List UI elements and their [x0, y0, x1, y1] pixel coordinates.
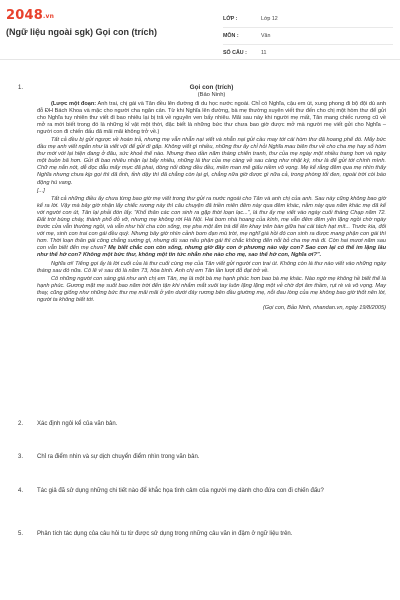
- site-logo[interactable]: [6, 8, 54, 23]
- meta-label: LỚP :: [223, 16, 238, 22]
- meta-value-class: Lớp 12: [261, 16, 278, 22]
- passage-paragraph: [37, 196, 386, 260]
- reading-passage: [37, 84, 386, 312]
- bold-question-text: Mẹ biết chắc con còn sống, nhưng giờ đây con ở phương nào vậy con? Sao con lại có thể im lặng lâu như thế hở con? Không một bức thư, không một tin tức nhắn nhe nào cho mẹ, sao thế hở con, Nghĩa ơi?”.: [37, 245, 387, 259]
- logo-tld: .vn: [42, 13, 55, 20]
- passage-source: (Gọi con, Bảo Ninh, nhandan.vn, ngày 19/8/2005): [262, 305, 386, 312]
- passage-title: Gọi con (trích): [189, 84, 234, 91]
- question-number: 4.: [18, 488, 24, 494]
- page-header: [0, 0, 400, 60]
- question-text: Tác giả đã sử dụng những chi tiết nào để khắc họa tình cảm của người mẹ dành cho đứa con đi chiến đấu?: [37, 488, 324, 494]
- question-text: Xác định ngôi kể của văn bản.: [37, 421, 118, 427]
- meta-panel: [223, 11, 393, 62]
- question-number: 5.: [18, 531, 24, 537]
- passage-paragraph: Nghĩa ơi! Tiếng gọi ấy là lời cuối của lá thư cuối cùng mẹ của Tân viết gửi người con trai út. Không còn lá thư nào viết vào những ngày tháng sau đó nữa. Cô lẽ vì sau đó là năm 73, hòa bình. Anh chị em Tân lần lượt đỗ đạt trở về.: [37, 260, 386, 274]
- passage-text: Tất cả những điều ấy chưa từng bao giờ mẹ viết trong thư gửi ra nước ngoài cho Tân và anh chị của anh. Sau này cũng không bao giờ kể ra lời. Vậy mà bây giờ nhận lấy chiếc rương này thì câu chuyện đã triền miên đêm này qua đêm khác, nằm này qua năm khác mẹ đã kể với người con út, Tân lại phải đón lấy. “Khổ thân các con sinh ra gặp thời loạn lạc...”, lá thư ấy mẹ viết vào ngày cuối tháng Chạp năm 72. Đất trời bùng cháy, thành phố đỏ vỡ, nhưng mẹ không rời Hà Nội. Hai bom nhà hoang của kính, mẹ vẫn đêm đêm yên lặng ngồi chờ ngày trước cửa vẫn thường ngồi, và vẫn như hồi cha còn sống, mẹ pha một ấm trà để lên khay trên bàn giữa hai cái tách hạt mít... Trước kia, đối với mẹ, sinh con trai con gái đều quý. Nhưng bây giờ nhìn cảnh bom đạn mù trời, mẹ nghĩ giá hồi đó con sinh ra được mang phận con gái thì hơn. Thời loạn thân gái công chẳng sướng gì, nhưng dù sao nếu phận gái thì chắc không đến nỗi bỏ cha mẹ mà đi. Còn hai mươi năm sau con vẫn biết đến mẹ chưa?: [37, 195, 386, 252]
- passage-paragraph: Cô những người con sáng giá như anh chị em Tân, mẹ là một bà mẹ hạnh phúc hơn bao bà mẹ khác. Nào ngờ mẹ không hề biết thế là hạnh phúc. Gương mặt mẹ suốt bao năm trời đến tận khi nhắm mắt xuôi tay luôn lặng lặng một vẻ chờ đợi âm thầm, rụt rè và vô vọng. May thay, cũng giống như những bức thư mẹ mãi mãi ở yên dưới đáy rương bên đầu giường mẹ, nỗi đau lòng của mẹ không bao giờ thốt nên lời, người ta không biết tới.: [37, 275, 386, 304]
- passage-summary: [37, 101, 386, 136]
- summary-label: (Lược một đoạn:: [51, 100, 97, 107]
- question-number: 3.: [18, 454, 24, 460]
- question-text: Phân tích tác dụng của câu hỏi tu từ được sử dụng trong những câu văn in đậm ở ngữ liệu trên.: [37, 531, 293, 537]
- meta-label: SỐ CÂU :: [223, 50, 247, 56]
- meta-value-question-count: 11: [261, 50, 267, 56]
- passage-paragraph: Tất cả đều bị gửi ngược về hoàn trả, nhưng mẹ vẫn nhẫn nại viết và nhẫn nại gửi cầu may tới cái hòm thư đã hoang phế đó. Mấy bức đầu mẹ anh viết ngắn như là viết vội để gửi đi gấp. Không viết gì nhiều, những thư ấy chỉ hỏi Nghĩa mau biên thư về cho cha mẹ hay số hòm thư mới với lại hiện đang ở đâu, sức khoẻ thế nào. Nhưng theo dần năm tháng chiến tranh, thư của mẹ ngày một nhiều trang hơn và ngày một buồn bã hơn. Gửi đi bao nhiêu nhận lại bấy nhiêu, những lá thư của mẹ càng về sau càng như nhật ký, như là để gửi tới chính mình. Chữ mẹ nắn nót, dễ đọc dẫu mấy mực đã phai, dòng nối dòng đều đều, miên man mê giấu niềm vô vọng. Mẹ kể rằng đêm qua mẹ nhìn thấy Nghĩa nhưng chưa kịp gọi thì đã tỉnh, tỉnh dậy thì đã chẳng còn lại gì, chẳng nữa giờ được gì nữa cả, trong phòng tối đen, ngoài trời còi báo động hú vang.: [37, 136, 386, 186]
- logo-text: 2048: [6, 8, 43, 23]
- meta-label: MÔN :: [223, 33, 239, 39]
- passage-ellipsis: [...]: [37, 187, 45, 194]
- page-title: (Ngữ liệu ngoài sgk) Gọi con (trích): [6, 27, 158, 37]
- summary-text: Anh trai, chị gái và Tân đều lên đường đi du học nước ngoài. Chỉ có Nghĩa, cậu em út, xung phong đi bộ đội dù anh đỗ ĐH Bách Khoa và mặc cho người cha ngăn cản. Từ khi Nghĩa lên đường, bà mẹ thường xuyên viết thư đến cho chị một hòm thư để gửi cho Nghĩa tuy nhiên thư viết đi bao nhiêu lại bị trả về nguyên ven bấy nhiêu. Mãi sau này khi người mẹ mất, Tân mang chiếc rương cũ về mở ra mới biết trong đó là những kỉ vật một thời, đặc biết là những bức thư chưa bao giờ được mở mà người mẹ viết gửi cho Nghĩa – người con đi chiến đấu đã mãi mãi không trở về.): [37, 100, 386, 135]
- question-number: 2.: [18, 421, 24, 427]
- question-number: 1.: [18, 85, 24, 91]
- question-text: Chỉ ra điểm nhìn và sự dịch chuyển điểm nhìn trong văn bản.: [37, 454, 200, 460]
- meta-row-class: [223, 11, 393, 28]
- passage-author: (Bảo Ninh): [197, 92, 226, 98]
- meta-row-question-count: [223, 45, 393, 62]
- meta-value-subject: Văn: [261, 33, 271, 39]
- meta-row-subject: [223, 28, 393, 45]
